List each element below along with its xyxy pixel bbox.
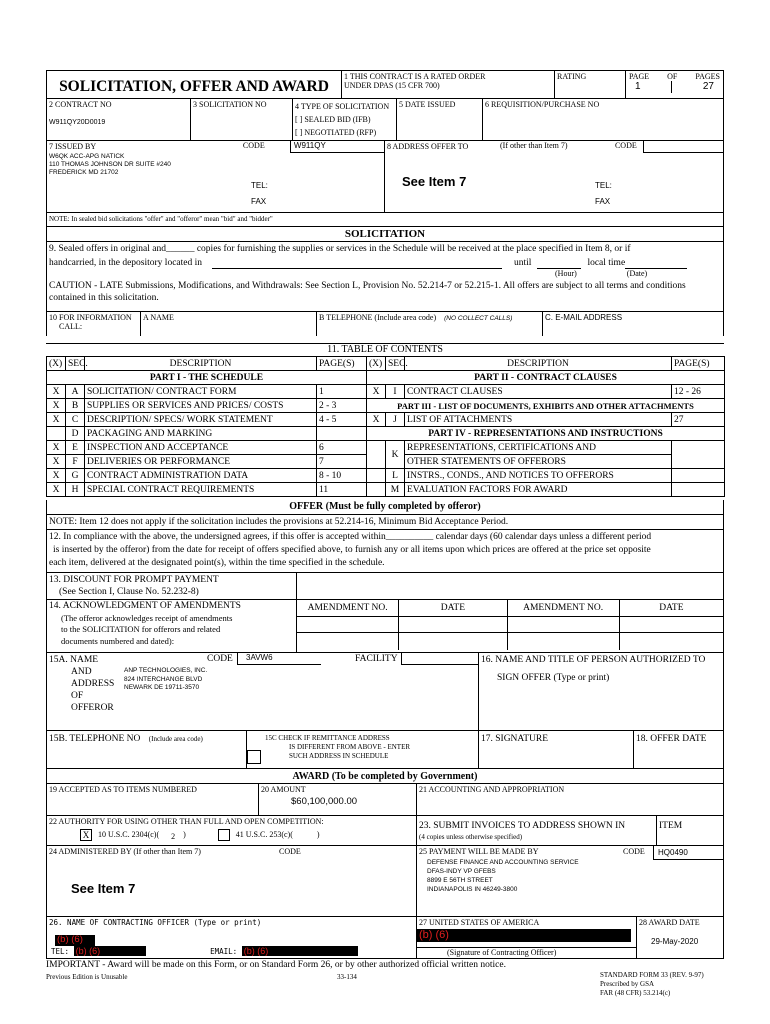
toc-row-l-pages — [672, 469, 725, 483]
toc-row-f-desc: DELIVERIES OR PERFORMANCE — [85, 455, 317, 469]
issued-addr-line2: 110 THOMAS JOHNSON DR SUITE #240 — [49, 161, 171, 168]
authority-box — [47, 816, 417, 845]
authority-10usc-label: 10 U.S.C. 2304(c)( — [98, 829, 160, 839]
offeror-address — [124, 667, 207, 693]
toc-heading: 11. TABLE OF CONTENTS — [327, 344, 443, 355]
amendment-no-field-1[interactable] — [297, 617, 399, 632]
ack-line2: to the SOLICITATION for offerors and related — [61, 624, 221, 634]
offer-date-label: 18. OFFER DATE — [636, 734, 707, 744]
offeror-label: OFFEROR — [71, 703, 114, 713]
offer-heading-row — [46, 500, 724, 514]
issued-fax-label: FAX — [251, 197, 267, 206]
toc-row-a-x: X — [47, 385, 66, 399]
officer-tel-label: TEL: — [51, 947, 70, 956]
toc-row-l-x — [367, 469, 386, 483]
depository-field[interactable] — [212, 257, 502, 269]
officer-signature-redacted — [417, 929, 631, 942]
toc-col-desc: DESCRIPTION — [85, 357, 317, 371]
for-info-label: 10 FOR INFORMATION — [49, 313, 132, 322]
ack-line1: (The offeror acknowledges receipt of amendments — [61, 612, 233, 623]
toc-row-b-desc: SUPPLIES OR SERVICES AND PRICES/ COSTS — [85, 399, 317, 413]
authority-10usc-value: 2 — [171, 831, 176, 841]
administered-code-label: CODE — [279, 847, 301, 856]
name-label: A NAME — [141, 312, 317, 336]
toc-row-f-x: X — [47, 455, 66, 469]
rating-label: RATING — [555, 71, 626, 99]
toc-row-j-pages: 27 — [672, 413, 725, 427]
amendment-date-field-3[interactable] — [399, 633, 507, 650]
date-field[interactable] — [625, 257, 687, 269]
toc-part-1: PART I - THE SCHEDULE — [47, 371, 367, 385]
until-label: until — [514, 258, 532, 268]
issued-addr-line3: FREDERICK MD 21702 — [49, 169, 119, 176]
item-15a-row — [46, 652, 724, 730]
accounting-label: 21 ACCOUNTING AND APPROPRIATION — [419, 785, 565, 794]
issued-by-box — [47, 141, 385, 212]
local-time-label: local time — [587, 258, 626, 268]
address-offer-box — [385, 141, 723, 212]
facility-label: FACILITY — [355, 654, 398, 664]
name-address-label — [49, 654, 114, 714]
amendment-date-header-2: DATE — [659, 603, 684, 613]
hour-caption: (Hour) — [555, 269, 577, 278]
payment-address — [427, 858, 579, 894]
telephone-label: B TELEPHONE (Include area code) — [319, 313, 437, 322]
toc-col-sec-right: SEC. — [386, 357, 405, 371]
toc-row-c-desc: DESCRIPTION/ SPECS/ WORK STATEMENT — [85, 413, 317, 427]
toc-col-desc-right: DESCRIPTION — [405, 357, 672, 371]
offer-heading: OFFER (Must be fully completed by offeror) — [289, 501, 481, 512]
toc-row-i-desc: CONTRACT CLAUSES — [405, 385, 672, 399]
award-heading: AWARD (To be completed by Government) — [292, 771, 478, 782]
authority-10usc-end: ) — [183, 829, 186, 839]
authority-options — [80, 829, 320, 841]
item-19-row — [46, 783, 724, 815]
officer-contact — [51, 946, 358, 957]
toc-row-g-x: X — [47, 469, 66, 483]
award-date-label: 28 AWARD DATE — [639, 918, 700, 927]
ack-amendments-label: 14. ACKNOWLEDGMENT OF AMENDMENTS — [49, 601, 241, 611]
pay-addr-line4: INDIANAPOLIS IN 46249-3800 — [427, 886, 518, 893]
row-issued-by — [46, 140, 724, 212]
authority-label: 22 AUTHORITY FOR USING OTHER THAN FULL AND OPEN COMPETITION: — [49, 817, 324, 826]
award-heading-row — [46, 768, 724, 783]
solicitation-section — [46, 226, 724, 311]
telephone-box — [317, 312, 543, 336]
contract-no: W911QY20D0019 — [49, 119, 106, 127]
administered-see-item-7: See Item 7 — [71, 881, 136, 896]
toc-row-h-pages: 11 — [317, 483, 367, 497]
toc-row-h-desc: SPECIAL CONTRACT REQUIREMENTS — [85, 483, 317, 497]
caution-text: CAUTION - LATE Submissions, Modifications, and Withdrawals: See Section L, Provision No. 52.214-7 or 52.215-1. All offers are subject to all terms and conditions contained in this solicitation. — [49, 281, 686, 303]
see-item-7: See Item 7 — [402, 174, 467, 189]
total-pages: 27 — [702, 81, 714, 93]
authority-41usc-checkbox[interactable] — [218, 829, 230, 841]
pay-addr-line1: DEFENSE FINANCE AND ACCOUNTING SERVICE — [427, 859, 579, 866]
standard-form-33: STANDARD FORM 33 (REV. 9-97) — [600, 971, 704, 979]
issued-tel-label: TEL: — [251, 181, 268, 190]
united-states-label: 27 UNITED STATES OF AMERICA — [419, 918, 540, 927]
officer-signature-redaction: (b) (6) — [417, 929, 631, 942]
issued-by-label: 7 ISSUED BY — [49, 142, 97, 151]
item-15b-label: 15B. TELEPHONE NO — [49, 734, 141, 744]
toc-row-c-x: X — [47, 413, 66, 427]
toc-col-sec: SEC. — [66, 357, 85, 371]
negotiated-option[interactable]: [ ] NEGOTIATED (RFP) — [295, 128, 377, 137]
toc-row-i-x: X — [367, 385, 386, 399]
toc-row-j-desc: LIST OF ATTACHMENTS — [405, 413, 672, 427]
toc-row-m-pages — [672, 483, 725, 497]
toc-row-i-sec: I — [386, 385, 405, 399]
toc-row-k-desc1: REPRESENTATIONS, CERTIFICATIONS AND — [405, 441, 672, 455]
award-amount: $60,100,000.00 — [291, 796, 358, 808]
accepted-items-label: 19 ACCEPTED AS TO ITEMS NUMBERED — [47, 784, 259, 815]
submit-invoices-box — [417, 816, 657, 845]
toc-row-d-x — [47, 427, 66, 441]
toc-part-3: PART III - LIST OF DOCUMENTS, EXHIBITS AND OTHER ATTACHMENTS — [367, 399, 725, 413]
award-date-box — [637, 917, 723, 958]
toc-row-c-sec: C — [66, 413, 85, 427]
administered-by-label: 24 ADMINISTERED BY (If other than Item 7) — [49, 847, 201, 856]
dpas-label: UNDER DPAS (15 CFR 700) — [344, 81, 440, 91]
item-22-row — [46, 815, 724, 845]
toc-row-j-sec: J — [386, 413, 405, 427]
toc-row-i-pages: 12 - 26 — [672, 385, 725, 399]
item-9-line2 — [47, 257, 723, 269]
amendment-no-header-2: AMENDMENT NO. — [508, 600, 620, 616]
offeror-box — [47, 653, 479, 730]
pay-addr-line2: DFAS-INDY VP GFEBS — [427, 868, 496, 875]
toc-part-2: PART II - CONTRACT CLAUSES — [367, 371, 725, 385]
toc-row-a-desc: SOLICITATION/ CONTRACT FORM — [85, 385, 317, 399]
remittance-checkbox[interactable] — [247, 750, 261, 764]
solicitation-heading: SOLICITATION — [47, 227, 723, 242]
rated-order-box — [342, 71, 555, 99]
telephone-no-box — [47, 731, 247, 768]
amount-box — [259, 784, 417, 815]
offeror-addr-line2: 824 INTERCHANGE BLVD — [124, 675, 203, 683]
email-label: C. E-MAIL ADDRESS — [545, 313, 623, 322]
and-label: AND — [71, 667, 92, 677]
prescribed-by: Prescribed by GSA — [600, 980, 655, 988]
item-16-sub: SIGN OFFER (Type or print) — [497, 673, 610, 683]
toc-row-a-sec: A — [66, 385, 85, 399]
note-sealed-bid: NOTE: In sealed bid solicitations "offer" and "offeror" mean "bid" and "bidder" — [46, 212, 724, 226]
date-issued-label: 5 DATE ISSUED — [397, 99, 483, 140]
of-label-offeror: OF — [71, 691, 84, 701]
address-code-label: CODE — [614, 141, 637, 150]
previous-edition: Previous Edition is Unusable — [46, 973, 128, 981]
contract-no-label: 2 CONTRACT NO — [49, 100, 112, 109]
toc-row-h-sec: H — [66, 483, 85, 497]
no-collect-label: (NO COLLECT CALLS) — [444, 315, 513, 322]
amendment-no-header: AMENDMENT NO. — [297, 600, 399, 616]
toc-col-pages: PAGE(S) — [317, 357, 367, 371]
item-13-row — [46, 572, 724, 599]
discount-clause: (See Section I, Clause No. 52.232-8) — [59, 587, 199, 597]
hour-field[interactable] — [537, 257, 581, 269]
call-label: CALL: — [59, 322, 83, 332]
item-16-box — [479, 653, 723, 730]
officer-email-redaction: (b) (6) — [242, 946, 358, 956]
solicitation-no-label: 3 SOLICITATION NO — [191, 99, 293, 140]
united-states-box — [417, 917, 637, 958]
toc-row-e-desc: INSPECTION AND ACCEPTANCE — [85, 441, 317, 455]
item-26-row — [46, 916, 724, 959]
issued-addr-line1: W6QK ACC-APG NATICK — [49, 153, 125, 160]
ack-line3: documents numbered and dated): — [61, 635, 175, 646]
amendment-date-field-2[interactable] — [620, 617, 723, 632]
offer-note: NOTE: Item 12 does not apply if the solicitation includes the provisions at 52.214-16, Minimum Bid Acceptance Period. — [46, 514, 724, 529]
amendment-date-field-4[interactable] — [620, 633, 723, 650]
toc-row-b-x: X — [47, 399, 66, 413]
toc-row-l-sec: L — [386, 469, 405, 483]
payment-code: HQ0490 — [653, 846, 723, 860]
address-tel-label: TEL: — [595, 181, 612, 190]
contracting-officer-box — [47, 917, 417, 958]
toc-row-b-sec: B — [66, 399, 85, 413]
toc-row-k-pages — [672, 441, 725, 469]
toc-col-x: (X) — [47, 357, 66, 371]
award-date: 29-May-2020 — [651, 937, 699, 946]
row-contract-info — [46, 98, 724, 140]
sealed-bid-option[interactable]: [ ] SEALED BID (IFB) — [295, 115, 371, 124]
toc-row-g-desc: CONTRACT ADMINISTRATION DATA — [85, 469, 317, 483]
type-of-solicitation — [293, 99, 397, 140]
discount-label: 13. DISCOUNT FOR PROMPT PAYMENT — [49, 575, 219, 585]
offeror-addr-line1: ANP TECHNOLOGIES, INC. — [124, 667, 208, 674]
for-information-box — [47, 312, 141, 336]
payment-box — [417, 846, 723, 916]
toc-row-a-pages: 1 — [317, 385, 367, 399]
amendment-no-field-3[interactable] — [297, 633, 399, 650]
item-24-row — [46, 845, 724, 916]
toc-table — [46, 356, 725, 497]
toc-row-h-x: X — [47, 483, 66, 497]
contract-no-box — [47, 99, 191, 140]
item-15c-line2: IS DIFFERENT FROM ABOVE - ENTER — [289, 743, 411, 751]
submit-invoices-label: 23. SUBMIT INVOICES TO ADDRESS SHOWN IN — [419, 821, 626, 831]
amendment-date-field-1[interactable] — [399, 617, 507, 632]
item-15a-label: 15A. NAME — [49, 655, 99, 665]
signature-label: 17. SIGNATURE — [479, 731, 634, 768]
administered-by-box — [47, 846, 417, 916]
toc-part-4: PART IV - REPRESENTATIONS AND INSTRUCTIONS — [367, 427, 725, 441]
toc-row-l-desc: INSTRS., CONDS., AND NOTICES TO OFFERORS — [405, 469, 672, 483]
offeror-addr-line3: NEWARK DE 19711-3570 — [124, 684, 200, 691]
item-12 — [46, 529, 724, 572]
table-of-contents — [46, 343, 724, 500]
important-notice: IMPORTANT - Award will be made on this Form, or on Standard Form 26, or by other authorized official written notice. — [46, 960, 506, 970]
toc-row-m-x — [367, 483, 386, 497]
item-12-line1: 12. In compliance with the above, the undersigned agrees, if this offer is accepted within__________ calendar days (60 calendar days unless a different period — [49, 532, 652, 542]
toc-row-e-x: X — [47, 441, 66, 455]
item-15b-row — [46, 730, 724, 768]
issued-code-label: CODE — [242, 141, 265, 150]
toc-row-f-pages: 7 — [317, 455, 367, 469]
copies-label: (4 copies unless otherwise specified) — [419, 833, 523, 841]
depository-label: handcarried, in the depository located in — [49, 258, 203, 268]
rated-order-label: 1 THIS CONTRACT IS A RATED ORDER — [344, 72, 486, 81]
toc-row-k-desc2: OTHER STATEMENTS OF OFFERORS — [405, 455, 672, 469]
contracting-officer-label: 26. NAME OF CONTRACTING OFFICER (Type or print) — [49, 918, 262, 927]
discount-field[interactable] — [297, 573, 723, 599]
item-label: ITEM — [659, 821, 683, 831]
pages-label: PAGES — [695, 72, 720, 81]
amount-label: 20 AMOUNT — [261, 785, 306, 794]
form-title: SOLICITATION, OFFER AND AWARD — [47, 71, 342, 99]
for-information-row — [46, 311, 724, 336]
amendment-date-header: DATE — [399, 600, 507, 616]
toc-row-g-pages: 8 - 10 — [317, 469, 367, 483]
authority-10usc-checkbox[interactable]: X — [80, 829, 92, 841]
toc-row-e-pages: 6 — [317, 441, 367, 455]
item-14-row — [46, 599, 724, 652]
pay-addr-line3: 8899 E 56TH STREET — [427, 877, 493, 884]
toc-row-k-x — [367, 441, 386, 469]
amendment-no-field-4[interactable] — [508, 633, 620, 650]
payment-code-label: CODE — [623, 847, 645, 856]
address-label: ADDRESS — [71, 679, 115, 689]
hour-date-captions — [47, 269, 723, 278]
officer-name-redacted — [55, 935, 95, 946]
page-box — [626, 71, 723, 99]
officer-name-redaction: (b) (6) — [55, 935, 95, 946]
amendments-grid — [297, 600, 723, 652]
page-number: 1 — [635, 81, 641, 93]
item-16-label: 16. NAME AND TITLE OF PERSON AUTHORIZED TO — [481, 655, 706, 665]
officer-tel-redaction: (b) (6) — [74, 946, 146, 956]
issued-code: W911QY — [290, 141, 384, 153]
far-reference: FAR (48 CFR) 53.214(c) — [600, 989, 671, 997]
authority-41usc-label: 41 U.S.C. 253(c)( — [235, 829, 293, 839]
page-label: PAGE — [629, 72, 650, 81]
toc-row-j-x: X — [367, 413, 386, 427]
item-13-box — [47, 573, 297, 599]
item-15c-line3: SUCH ADDRESS IN SCHEDULE — [289, 752, 389, 760]
offeror-code: 3AVW6 — [237, 653, 321, 665]
authority-41usc-end: ) — [316, 829, 320, 839]
toc-row-m-sec: M — [386, 483, 405, 497]
form-header — [46, 70, 724, 99]
toc-row-d-pages — [317, 427, 367, 441]
standard-form-info — [600, 971, 704, 998]
officer-email-label: EMAIL: — [210, 947, 238, 956]
toc-row-g-sec: G — [66, 469, 85, 483]
item-14-box — [47, 600, 297, 652]
other-than-label: (If other than Item 7) — [500, 141, 568, 150]
requisition-label: 6 REQUISITION/PURCHASE NO — [485, 100, 600, 109]
date-caption: (Date) — [626, 269, 648, 278]
toc-row-b-pages: 2 - 3 — [317, 399, 367, 413]
toc-row-d-desc: PACKAGING AND MARKING — [85, 427, 317, 441]
toc-row-e-sec: E — [66, 441, 85, 455]
toc-col-pages-right: PAGE(S) — [672, 357, 725, 371]
item-12-line2: is inserted by the offeror) from the date for receipt of offers specified above, to furnish any or all items upon which prices are offered at the price set opposite — [53, 545, 651, 555]
remittance-box — [247, 731, 479, 768]
amendment-no-field-2[interactable] — [508, 617, 620, 632]
address-fax-label: FAX — [595, 197, 611, 206]
toc-row-m-desc: EVALUATION FACTORS FOR AWARD — [405, 483, 672, 497]
form-code: 33-134 — [337, 973, 357, 981]
toc-row-d-sec: D — [66, 427, 85, 441]
payment-label: 25 PAYMENT WILL BE MADE BY — [419, 847, 539, 856]
toc-row-c-pages: 4 - 5 — [317, 413, 367, 427]
address-offer-label: 8 ADDRESS OFFER TO — [387, 142, 469, 151]
toc-row-f-sec: F — [66, 455, 85, 469]
include-area-label: (Include area code) — [148, 735, 203, 743]
signature-officer-caption: (Signature of Contracting Officer) — [417, 947, 637, 958]
offeror-code-label: CODE — [207, 654, 233, 664]
toc-col-x-right: (X) — [367, 357, 386, 371]
item-12-line3: each item, delivered at the designated point(s), within the time specified in the schedule. — [49, 558, 385, 568]
of-label: OF — [667, 72, 678, 81]
toc-row-k-sec: K — [386, 441, 405, 469]
facility-field[interactable] — [401, 653, 479, 665]
item-15c-label: 15C CHECK IF REMITTANCE ADDRESS — [265, 734, 390, 742]
type-label: 4 TYPE OF SOLICITATION — [295, 102, 390, 111]
item-9-text: 9. Sealed offers in original and______ copies for furnishing the supplies or services in the Schedule will be received at the place specified in Item 8, or if — [49, 244, 631, 254]
